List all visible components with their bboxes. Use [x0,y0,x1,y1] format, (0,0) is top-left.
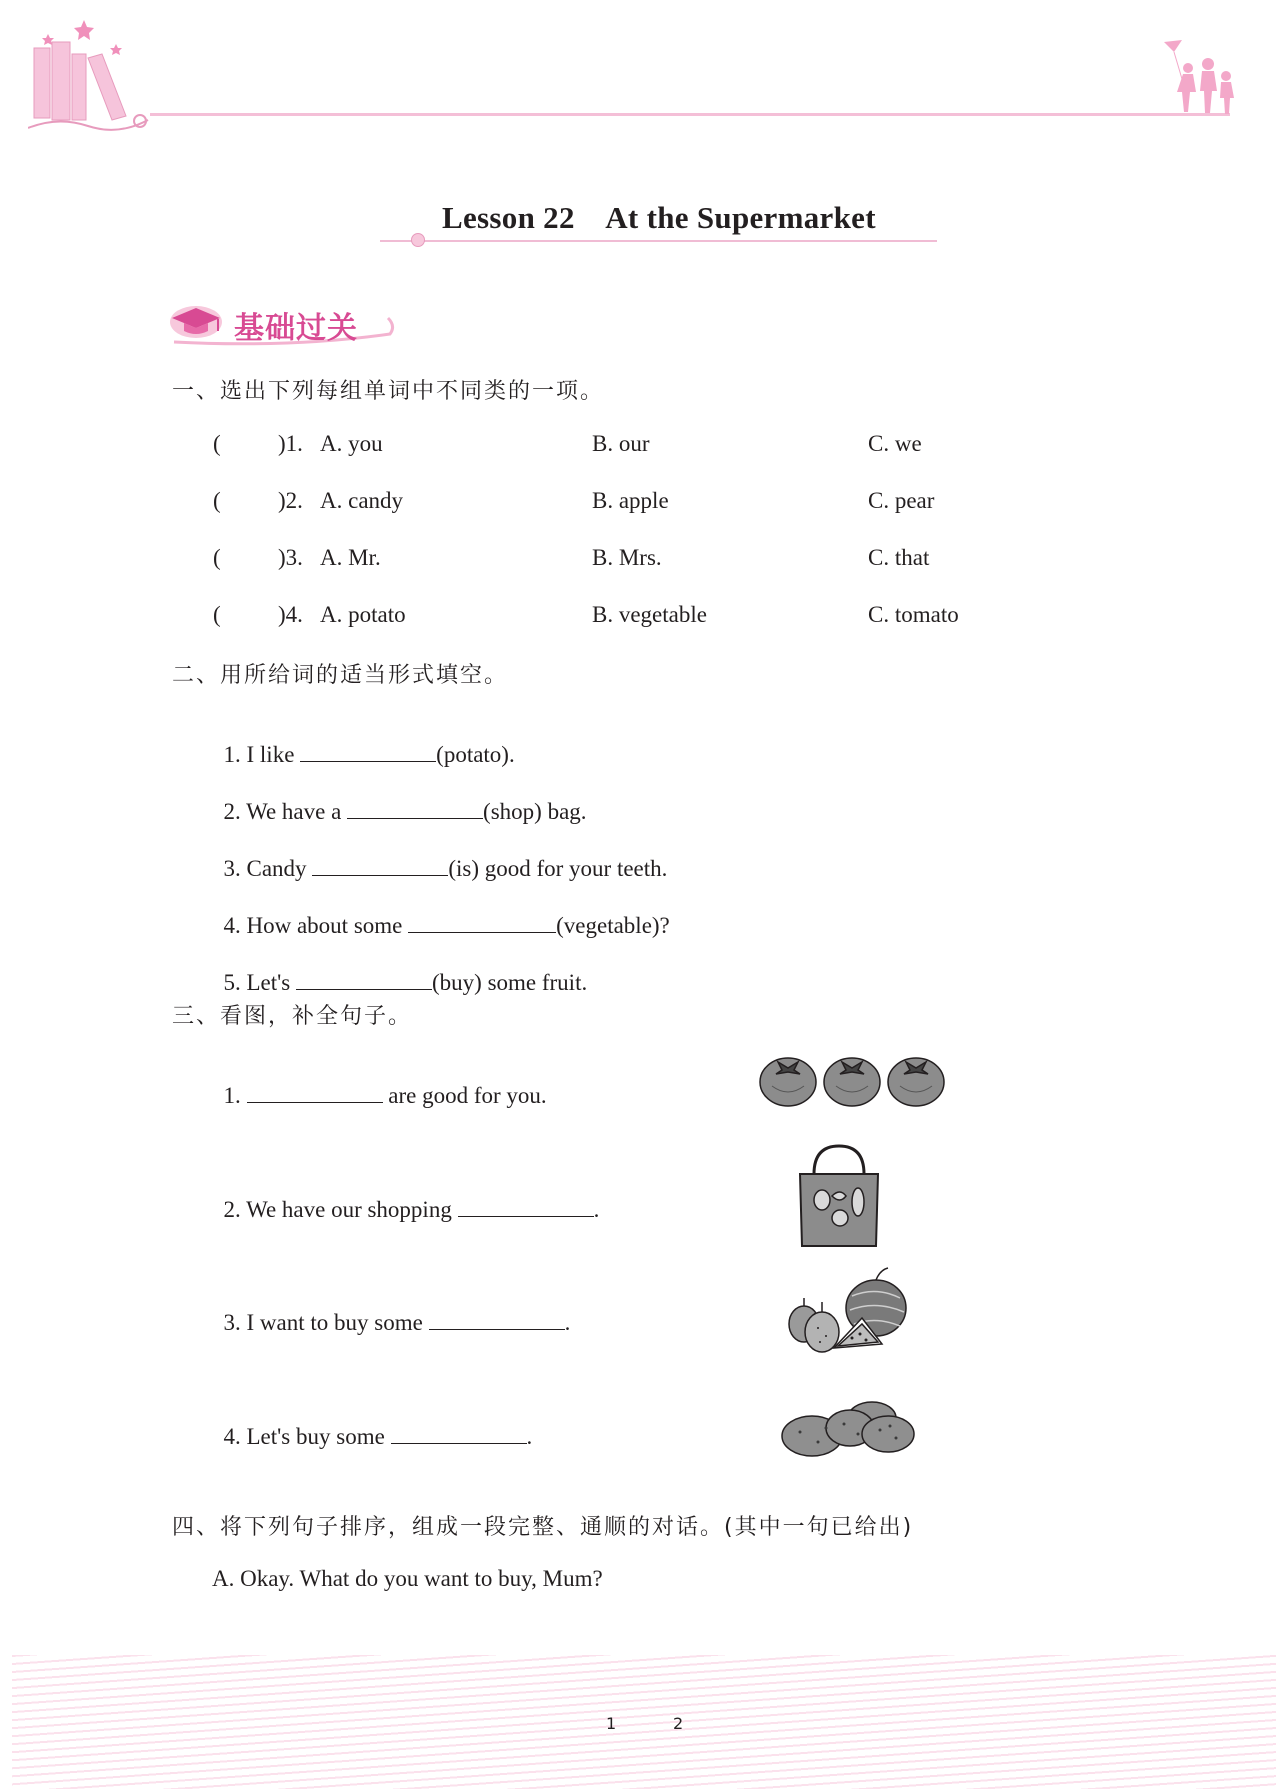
sentence-start: 5. Let's [223,970,296,995]
part1-heading: 一、选出下列每组单词中不同类的一项。 [172,379,605,404]
answer-blank[interactable] [429,1309,565,1330]
dialogue-line-a: A. Okay. What do you want to buy, Mum? [212,1566,603,1591]
option-a: A. candy [320,488,404,513]
part2-heading: 二、用所给词的适当形式填空。 [172,663,509,688]
option-b: B. Mrs. [592,545,662,570]
answer-blank[interactable] [391,1423,527,1444]
option-b: B. vegetable [592,602,707,627]
sentence-end: are good for you. [382,1083,547,1108]
sentence-start: 4. Let's buy some [223,1424,391,1449]
question-number: )1. [278,431,303,456]
question-number: )2. [278,488,303,513]
fill-sentence [212,829,667,882]
option-a: A. Mr. [320,545,381,570]
option-b: B. our [592,431,650,456]
sentence-start: 1. [223,1083,247,1108]
fill-sentence [212,943,587,996]
sentence-start: 4. How about some [223,913,409,938]
answer-blank[interactable] [312,855,448,876]
option-c: C. pear [868,488,935,513]
section-heading: 基础过关 [234,311,358,346]
answer-blank[interactable] [225,431,275,457]
fill-sentence [212,772,587,825]
answer-blank[interactable] [225,545,275,571]
footer-band [12,1655,1276,1789]
option-c: C. we [868,431,922,456]
sentence-end: (is) good for your teeth. [448,856,668,881]
picture-sentence [212,1056,547,1109]
option-c: C. that [868,545,930,570]
question-number: )4. [278,602,303,627]
answer-blank[interactable] [408,912,556,933]
part3-heading: 三、看图，补全句子。 [172,1004,413,1029]
fill-sentence [212,715,515,768]
answer-paren-open: ( [213,602,221,627]
potatoes-picture [780,1398,916,1458]
header-rule [150,113,1230,116]
fruit-picture [782,1266,910,1358]
sentence-end: (potato). [436,742,515,767]
title-underline-dot [411,233,425,247]
answer-blank[interactable] [225,602,275,628]
answer-blank[interactable] [225,488,275,514]
lesson-title: Lesson 22 At the Supermarket [442,200,876,235]
answer-paren-open: ( [213,431,221,456]
answer-paren-open: ( [213,488,221,513]
picture-sentence [212,1397,532,1450]
sentence-start: 2. We have a [223,799,348,824]
answer-blank[interactable] [347,798,483,819]
tomatoes-picture [758,1052,948,1108]
sentence-end: . [564,1310,571,1335]
sentence-end: . [593,1197,600,1222]
answer-blank[interactable] [300,741,436,762]
sentence-end: (vegetable)? [556,913,670,938]
title-underline [380,240,937,242]
picture-sentence [212,1170,599,1223]
sentence-end: . [526,1424,533,1449]
answer-blank[interactable] [247,1082,383,1103]
header-book-ornament [28,18,158,136]
shopping-bag-picture [794,1144,884,1250]
part4-heading: 四、将下列句子排序，组成一段完整、通顺的对话。(其中一句已给出) [172,1515,914,1540]
page-number-right: 2 [673,1714,684,1733]
children-kite-ornament [1158,38,1240,118]
option-a: A. you [320,431,383,456]
sentence-start: 1. I like [223,742,301,767]
sentence-start: 2. We have our shopping [223,1197,458,1222]
option-c: C. tomato [868,602,959,627]
page-number-left: 1 [606,1714,617,1733]
answer-blank[interactable] [296,969,432,990]
answer-blank[interactable] [458,1196,594,1217]
picture-sentence [212,1283,570,1336]
sentence-start: 3. Candy [223,856,313,881]
question-number: )3. [278,545,303,570]
option-b: B. apple [592,488,669,513]
option-a: A. potato [320,602,406,627]
sentence-end: (buy) some fruit. [432,970,588,995]
answer-paren-open: ( [213,545,221,570]
sentence-end: (shop) bag. [483,799,587,824]
sentence-start: 3. I want to buy some [223,1310,429,1335]
fill-sentence [212,886,670,939]
